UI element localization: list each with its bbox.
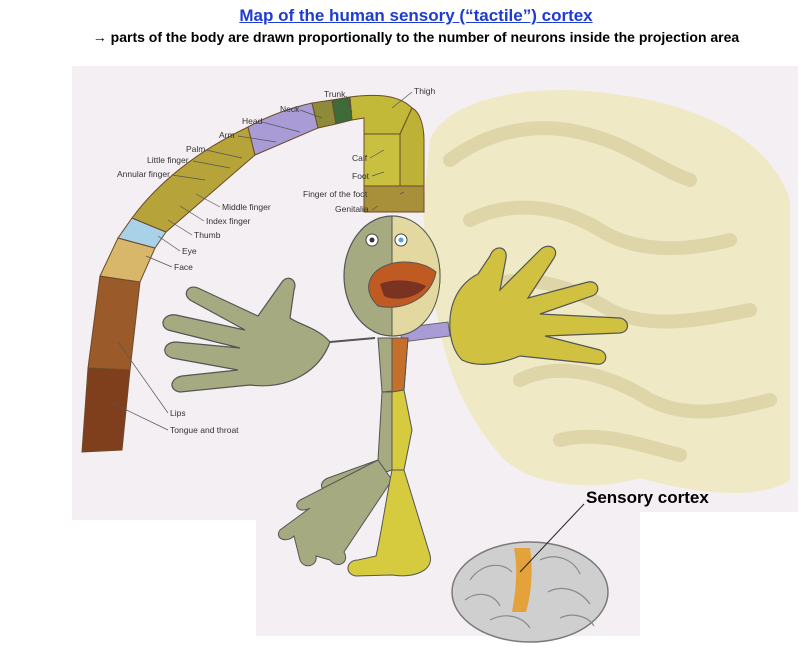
label-index-finger: Index finger xyxy=(206,216,251,226)
label-finger-of-the-foot: Finger of the foot xyxy=(303,189,368,199)
label-lips: Lips xyxy=(170,408,186,418)
label-thigh: Thigh xyxy=(414,86,436,96)
page-subtitle: → parts of the body are drawn proportionally to the number of neurons inside the projection area xyxy=(92,29,740,45)
label-tongue-and-throat: Tongue and throat xyxy=(170,425,239,435)
label-head: Head xyxy=(242,116,263,126)
sensory-cortex-label: Sensory cortex xyxy=(586,488,709,507)
arc-segment-tongue xyxy=(82,368,130,452)
label-thumb: Thumb xyxy=(194,230,221,240)
label-middle-finger: Middle finger xyxy=(222,202,271,212)
arc-segment-genitalia xyxy=(364,186,424,212)
label-annular-finger: Annular finger xyxy=(117,169,170,179)
arc-segment-trunk xyxy=(332,97,352,124)
label-trunk: Trunk xyxy=(324,89,346,99)
label-calf: Calf xyxy=(352,153,368,163)
label-arm: Arm xyxy=(219,130,235,140)
label-little-finger: Little finger xyxy=(147,155,189,165)
label-foot: Foot xyxy=(352,171,370,181)
label-neck: Neck xyxy=(280,104,300,114)
arc-segment-leg xyxy=(364,134,400,186)
label-palm: Palm xyxy=(186,144,206,154)
label-genitalia: Genitalia xyxy=(335,204,369,214)
page-title: Map of the human sensory (“tactile”) cortex xyxy=(239,6,593,25)
label-eye: Eye xyxy=(182,246,197,256)
label-face: Face xyxy=(174,262,193,272)
